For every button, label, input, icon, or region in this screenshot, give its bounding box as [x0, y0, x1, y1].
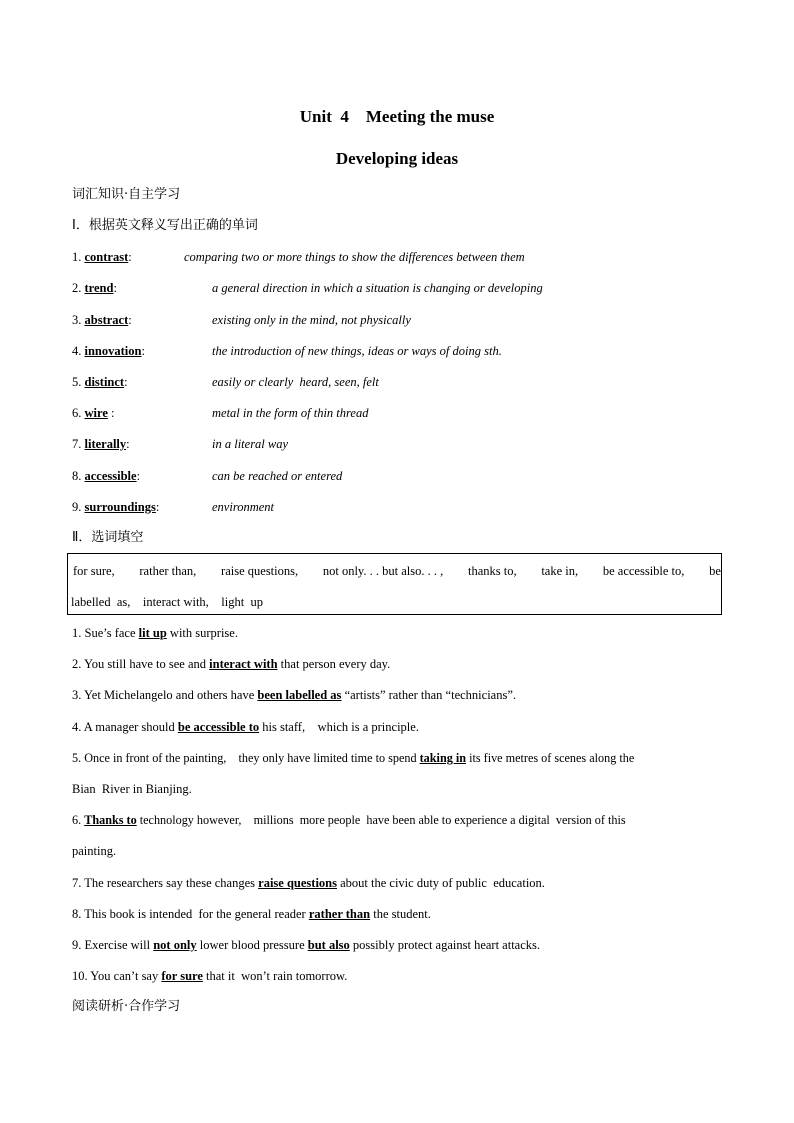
vocab-word: contrast	[84, 250, 129, 264]
answer: interact with	[209, 657, 278, 671]
sentence-5-continued: Bian River in Bianjing.	[72, 782, 192, 796]
sentence-7: 7. The researchers say these changes raise questions about the civic duty of public education.	[72, 876, 545, 890]
answer: Thanks to	[84, 813, 137, 827]
vocab-word: distinct	[84, 375, 125, 389]
definition-text: existing only in the mind, not physically	[212, 313, 411, 327]
definition-text: metal in the form of thin thread	[212, 406, 369, 420]
definition-item: 2. trend:	[72, 281, 117, 295]
word-bank-item: raise questions,	[221, 564, 299, 578]
word-bank-item: rather than,	[139, 564, 197, 578]
answer: lit up	[138, 626, 167, 640]
vocab-word: accessible	[84, 469, 137, 483]
word-bank-item: not only. . . but also. . . ,	[322, 564, 444, 578]
word-bank-box	[67, 553, 722, 615]
sentence-6-continued: painting.	[72, 844, 117, 858]
word-bank-item: thanks to,	[467, 564, 517, 578]
definition-text: in a literal way	[212, 437, 289, 451]
answer: for sure	[161, 969, 203, 983]
sentence-1: 1. Sue’s face lit up with surprise.	[72, 626, 238, 640]
word-bank-line-1	[73, 562, 721, 580]
definition-item: 8. accessible:	[72, 469, 141, 483]
answer: but also	[307, 938, 350, 952]
sentence-9: 9. Exercise will not only lower blood pressure but also possibly protect against heart attacks.	[72, 938, 541, 952]
word-bank-item: be	[709, 564, 721, 578]
definition-text: environment	[212, 500, 275, 514]
definition-text: easily or clearly heard, seen, felt	[212, 375, 379, 389]
definition-item: 1. contrast:	[72, 250, 132, 264]
word-bank-item: take in,	[541, 564, 579, 578]
definition-item: 3. abstract:	[72, 313, 132, 327]
part2-heading: Ⅱ．选词填空	[72, 530, 144, 545]
definition-item: 5. distinct:	[72, 375, 128, 389]
answer: not only	[153, 938, 197, 952]
sentence-4: 4. A manager should be accessible to his staff, which is a principle.	[72, 720, 419, 734]
definition-item: 9. surroundings:	[72, 500, 160, 514]
sentence-10: 10. You can’t say for sure that it won’t rain tomorrow.	[72, 969, 348, 983]
answer: be accessible to	[177, 720, 260, 734]
answer: been labelled as	[257, 688, 342, 702]
answer: raise questions	[258, 876, 337, 890]
sentence-5: 5. Once in front of the painting, they only have limited time to spend taking in its five metres of scenes along the	[72, 751, 635, 765]
word-bank-item: for sure,	[73, 564, 115, 578]
definition-text: a general direction in which a situation is changing or developing	[212, 281, 543, 295]
word-bank-item: be accessible to,	[602, 564, 685, 578]
lesson-title: Developing ideas	[335, 149, 459, 168]
definition-item: 4. innovation:	[72, 344, 145, 358]
definition-text: the introduction of new things, ideas or ways of doing sth.	[212, 344, 502, 358]
vocab-section-heading: 词汇知识·自主学习	[72, 187, 181, 202]
part1-heading: Ⅰ．根据英文释义写出正确的单词	[72, 218, 258, 233]
reading-section-heading: 阅读研析·合作学习	[72, 999, 181, 1014]
definition-item: 6. wire :	[72, 406, 115, 420]
definition-item: 7. literally:	[72, 437, 130, 451]
vocab-word: wire	[84, 406, 108, 420]
vocab-word: innovation	[84, 344, 142, 358]
vocab-word: trend	[84, 281, 114, 295]
definition-text: can be reached or entered	[212, 469, 343, 483]
unit-title: Unit 4 Meeting the muse	[299, 107, 495, 126]
vocab-word: abstract	[84, 313, 129, 327]
sentence-8: 8. This book is intended for the general reader rather than the student.	[72, 907, 431, 921]
sentence-2: 2. You still have to see and interact with that person every day.	[72, 657, 391, 671]
sentence-6: 6. Thanks to technology however, millions more people have been able to experience a digital version of this	[72, 813, 626, 827]
definition-text: comparing two or more things to show the differences between them	[184, 250, 525, 264]
answer: taking in	[419, 751, 467, 765]
sentence-3: 3. Yet Michelangelo and others have been labelled as “artists” rather than “technicians”.	[72, 688, 517, 702]
word-bank-line-2: labelled as, interact with, light up	[71, 595, 263, 609]
answer: rather than	[308, 907, 371, 921]
vocab-word: surroundings	[84, 500, 156, 514]
vocab-word: literally	[84, 437, 127, 451]
